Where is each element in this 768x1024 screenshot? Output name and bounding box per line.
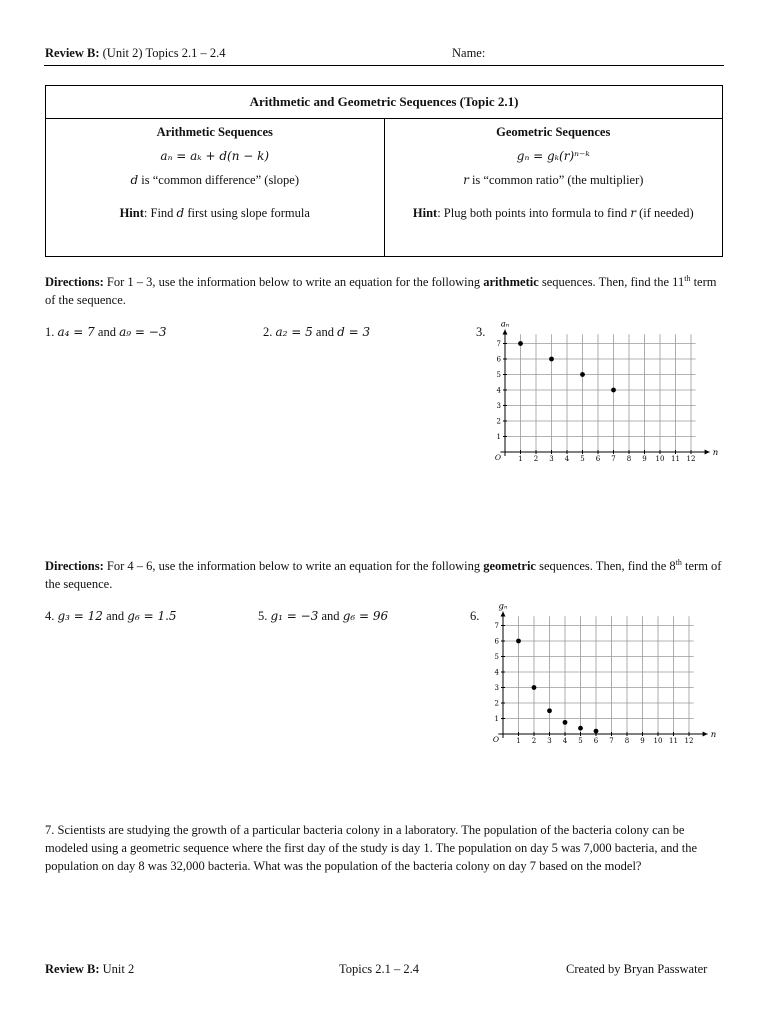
- geometric-hint-text-2: (if needed): [639, 206, 694, 220]
- problem-4-given-a: g₃ = 12: [57, 609, 103, 623]
- name-label: Name:: [452, 46, 486, 60]
- x-tick-label: 7: [611, 455, 616, 462]
- problem-1-given-a: a₄ = 7: [57, 325, 95, 339]
- worksheet-header: [45, 46, 225, 61]
- y-tick-label: 2: [496, 417, 501, 426]
- arithmetic-hint-text-2: first using slope formula: [187, 206, 310, 220]
- x-tick-label: 5: [580, 455, 585, 462]
- arithmetic-heading: Arithmetic Sequences: [156, 125, 273, 139]
- arithmetic-definition-text: is “common difference” (slope): [141, 173, 299, 187]
- y-tick-label: 1: [494, 715, 499, 723]
- data-point: [549, 357, 554, 362]
- x-tick-label: 12: [684, 737, 694, 744]
- data-point: [578, 726, 583, 731]
- directions-text-b: sequences. Then, find the 11: [541, 275, 685, 290]
- problem-1: [45, 325, 166, 340]
- x-tick-label: 10: [655, 455, 665, 462]
- x-tick-label: 4: [564, 455, 570, 462]
- directions-label: Directions:: [45, 275, 104, 290]
- geometric-formula: gₙ = gₖ(r)ⁿ⁻ᵏ: [516, 149, 590, 163]
- origin-label: O: [492, 735, 499, 744]
- x-tick-label: 12: [686, 455, 696, 462]
- directions-sup: th: [675, 558, 682, 567]
- problem-4: [45, 609, 177, 624]
- directions-text-c: term of the sequence.: [45, 559, 722, 592]
- problem-number: 1.: [45, 325, 55, 339]
- y-tick-label: 5: [494, 653, 499, 661]
- x-axis-arrow: [705, 450, 710, 455]
- directions-text-a: For 1 – 3, use the information below to write an equation for the following: [106, 275, 481, 290]
- problem-5-and: and: [321, 609, 340, 623]
- geometric-hint-text-1: : Plug both points into formula to find: [437, 206, 628, 220]
- arithmetic-hint-var: d: [176, 206, 185, 220]
- footer-review: [45, 962, 134, 977]
- x-tick-label: 10: [653, 737, 663, 744]
- directions-text-a: For 4 – 6, use the information below to write an equation for the following: [106, 559, 481, 574]
- problem-3-number: 3.: [476, 325, 486, 339]
- y-tick-label: 2: [494, 699, 499, 708]
- x-tick-label: 9: [642, 455, 647, 462]
- arithmetic-hint-label: Hint: [119, 206, 144, 220]
- problem-1-and: and: [97, 325, 116, 339]
- x-axis-label: n: [710, 730, 717, 740]
- y-tick-label: 6: [496, 355, 501, 364]
- y-axis-arrow: [501, 612, 506, 617]
- problem-4-and: and: [106, 609, 125, 623]
- geometric-column: [384, 119, 723, 257]
- directions-text-c: term of the sequence.: [45, 275, 717, 308]
- data-point: [580, 372, 585, 377]
- y-tick-label: 3: [496, 402, 501, 410]
- review-label: Review B:: [45, 46, 100, 60]
- directions-label: Directions:: [45, 559, 104, 574]
- directions-text-b: sequences. Then, find the 8: [539, 559, 676, 574]
- common-ratio-var: r: [463, 173, 469, 187]
- x-tick-label: 8: [626, 455, 632, 462]
- origin-label: O: [494, 453, 501, 462]
- data-point: [594, 729, 599, 734]
- directions-geometric: [45, 554, 725, 593]
- x-tick-label: 7: [609, 737, 614, 744]
- x-tick-label: 3: [549, 455, 554, 462]
- arithmetic-column: [46, 119, 385, 257]
- geometric-hint-var: r: [630, 206, 636, 220]
- directions-sup: th: [684, 274, 691, 283]
- y-tick-label: 4: [494, 668, 499, 677]
- x-tick-label: 2: [533, 455, 539, 462]
- x-tick-label: 4: [562, 737, 568, 744]
- problem-5-given-b: g₆ = 96: [342, 609, 389, 623]
- problem-2-and: and: [315, 325, 334, 339]
- data-point: [516, 639, 521, 644]
- arithmetic-formula: aₙ = aₖ + d(n − k): [160, 149, 270, 163]
- directions-bold-word: arithmetic: [483, 275, 539, 290]
- x-tick-label: 8: [624, 737, 630, 744]
- x-tick-label: 3: [547, 737, 552, 744]
- footer-unit: Unit 2: [102, 962, 135, 976]
- arithmetic-hint-text-1: : Find: [143, 206, 174, 220]
- common-difference-var: d: [130, 173, 139, 187]
- problem-6-number: 6.: [470, 609, 480, 623]
- x-tick-label: 11: [669, 737, 678, 744]
- problem-6-graph: [488, 594, 718, 744]
- header-rule: [44, 65, 724, 66]
- problem-1-given-b: a₉ = −3: [119, 325, 167, 339]
- problem-2-given-a: a₂ = 5: [275, 325, 313, 339]
- problem-number: 5.: [258, 609, 268, 623]
- x-axis-arrow: [703, 732, 708, 737]
- arithmetic-definition: [47, 173, 383, 188]
- directions-bold-word: geometric: [483, 559, 536, 574]
- problem-3-graph: [490, 312, 720, 462]
- data-point: [532, 685, 537, 690]
- data-point: [518, 341, 523, 346]
- y-tick-label: 7: [496, 340, 501, 348]
- y-axis-label: aₙ: [500, 319, 510, 330]
- directions-arithmetic: [45, 270, 725, 309]
- geometric-definition-text: is “common ratio” (the multiplier): [471, 173, 644, 187]
- x-axis-label: n: [712, 448, 719, 458]
- data-point: [547, 708, 552, 713]
- problem-5-given-a: g₁ = −3: [270, 609, 319, 623]
- geometric-hint-label: Hint: [412, 206, 438, 220]
- geometric-heading: Geometric Sequences: [496, 125, 611, 139]
- y-tick-label: 1: [496, 433, 501, 441]
- y-tick-label: 5: [496, 371, 501, 379]
- y-tick-label: 4: [496, 386, 501, 395]
- review-topics: (Unit 2) Topics 2.1 – 2.4: [102, 46, 226, 60]
- x-tick-label: 2: [531, 737, 537, 744]
- y-axis-label: gₙ: [498, 601, 508, 612]
- problem-number: 4.: [45, 609, 55, 623]
- question-7: 7. Scientists are studying the growth of a particular bacteria colony in a laboratory. The population of the bacteria colony can be modeled using a geometric sequence where the first day of the study is day 1. The population on day 5 was 7,000 bacteria, and the population on day 8 was 32,000 bacteria. What was the population of the bacteria colony on day 7 based on the model?: [45, 823, 698, 873]
- problem-4-given-b: g₆ = 1.5: [127, 609, 177, 623]
- problem-5: [258, 609, 388, 624]
- y-tick-label: 3: [494, 684, 499, 692]
- x-tick-label: 1: [516, 737, 521, 744]
- problem-number: 2.: [263, 325, 273, 339]
- x-tick-label: 1: [518, 455, 523, 462]
- geometric-definition: [386, 173, 722, 188]
- x-tick-label: 11: [671, 455, 680, 462]
- problem-2: [263, 325, 370, 340]
- x-tick-label: 6: [595, 455, 601, 462]
- data-point: [563, 720, 568, 725]
- footer-author: Created by Bryan Passwater: [566, 962, 708, 976]
- arithmetic-hint: [47, 206, 383, 221]
- x-tick-label: 6: [593, 737, 599, 744]
- problem-2-given-b: d = 3: [337, 325, 371, 339]
- y-tick-label: 6: [494, 637, 499, 646]
- y-tick-label: 7: [494, 622, 499, 630]
- summary-table: [45, 85, 723, 257]
- y-axis-arrow: [503, 330, 508, 335]
- x-tick-label: 9: [640, 737, 645, 744]
- data-point: [611, 388, 616, 393]
- footer-review-label: Review B:: [45, 962, 100, 976]
- x-tick-label: 5: [578, 737, 583, 744]
- geometric-hint: [386, 206, 722, 221]
- summary-title: Arithmetic and Geometric Sequences (Topic 2.1): [46, 86, 723, 119]
- footer-topics: Topics 2.1 – 2.4: [339, 962, 420, 976]
